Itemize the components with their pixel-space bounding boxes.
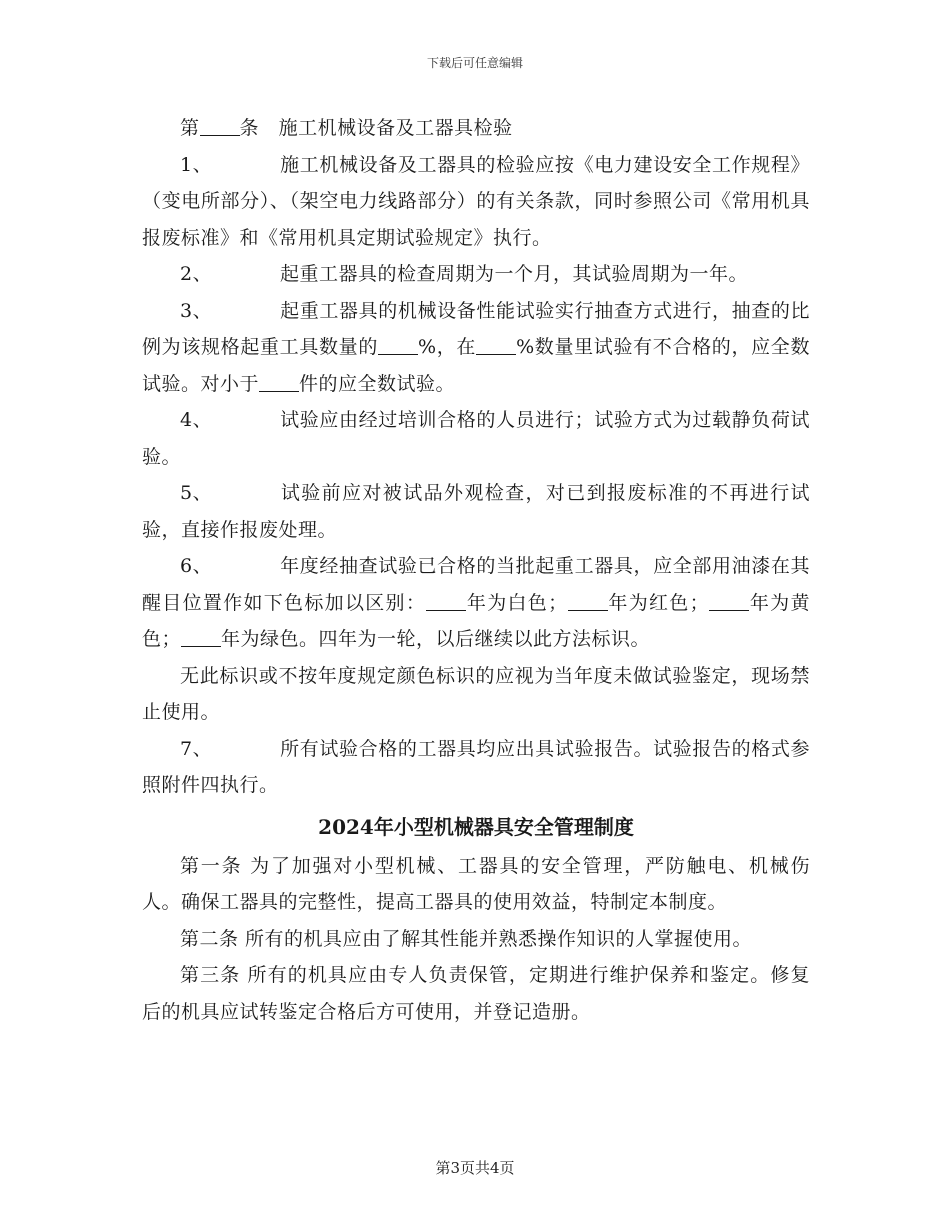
blank-field xyxy=(181,626,221,647)
item-text: 年为黄色； xyxy=(142,591,810,650)
item-number: 4、 xyxy=(180,409,213,431)
item-text: 起重工器具的检查周期为一个月，其试验周期为一年。 xyxy=(280,263,749,285)
blank-field xyxy=(200,115,240,136)
item-6 xyxy=(142,548,810,658)
item-text: 年为绿色。四年为一轮，以后继续以此方法标识。 xyxy=(221,628,651,650)
item-text: 试验应由经过培训合格的人员进行；试验方式为过载静负荷试验。 xyxy=(142,409,810,468)
header-note: 下载后可任意编辑 xyxy=(426,56,523,70)
section-heading-title: 施工机械设备及工器具检验 xyxy=(278,117,513,139)
item-text: %，在 xyxy=(418,336,477,358)
article-3: 第三条 所有的机具应由专人负责保管，定期进行维护保养和鉴定。修复后的机具应试转鉴定合格后方可使用，并登记造册。 xyxy=(142,964,810,1023)
section-heading-suffix: 条 xyxy=(239,117,260,139)
item-6-note: 无此标识或不按年度规定颜色标识的应视为当年度未做试验鉴定，现场禁止使用。 xyxy=(142,664,810,723)
item-3 xyxy=(142,293,810,403)
article-1: 第一条 为了加强对小型机械、工器具的安全管理，严防触电、机械伤人。确保工器具的完整性，提高工器具的使用效益，特制定本制度。 xyxy=(142,854,810,913)
item-number: 5、 xyxy=(180,482,213,504)
item-text: %数量里试验有不合格的，应全数试验。对小于 xyxy=(142,336,810,395)
article-2: 第二条 所有的机具应由了解其性能并熟悉操作知识的人掌握使用。 xyxy=(180,927,753,950)
item-text: 试验前应对被试品外观检查，对已到报废标准的不再进行试验，直接作报废处理。 xyxy=(142,482,810,541)
item-text: 所有试验合格的工器具均应出具试验报告。试验报告的格式参照附件四执行。 xyxy=(142,737,810,796)
document-title: 2024年小型机械器具安全管理制度 xyxy=(318,814,634,839)
item-number: 7、 xyxy=(180,737,213,760)
item-4 xyxy=(142,402,810,475)
section-heading-prefix: 第 xyxy=(180,117,200,139)
item-2 xyxy=(142,256,810,293)
section-heading xyxy=(142,110,810,147)
blank-field xyxy=(709,590,749,611)
blank-field xyxy=(378,334,418,355)
item-text: 起重工器具的机械设备性能试验实行抽查方式进行，抽查的比例为该规格起重工具数量的 xyxy=(142,299,810,358)
item-number: 3、 xyxy=(180,299,213,322)
blank-field xyxy=(426,590,466,611)
item-5 xyxy=(142,475,810,548)
item-text: 施工机械设备及工器具的检验应按《电力建设安全工作规程》（变电所部分）、（架空电力线路部分）的有关条款，同时参照公司《常用机具报废标准》和《常用机具定期试验规定》执行。 xyxy=(142,153,810,249)
item-text: 年度经抽查试验已合格的当批起重工器具，应全部用油漆在其醒目位置作如下色标加以区别： xyxy=(142,555,810,614)
item-number: 2、 xyxy=(180,263,213,285)
blank-field xyxy=(476,334,516,355)
item-number: 6、 xyxy=(180,555,213,577)
item-text: 年为红色； xyxy=(607,591,710,614)
document-body xyxy=(142,110,810,1030)
blank-field xyxy=(568,590,608,611)
blank-field xyxy=(259,371,299,392)
item-text: 年为白色； xyxy=(466,591,568,614)
item-text: 件的应全数试验。 xyxy=(299,372,456,395)
item-number: 1、 xyxy=(180,153,213,176)
item-7 xyxy=(142,731,810,804)
item-1 xyxy=(142,147,810,257)
page-footer: 第3页共4页 xyxy=(435,1159,515,1177)
